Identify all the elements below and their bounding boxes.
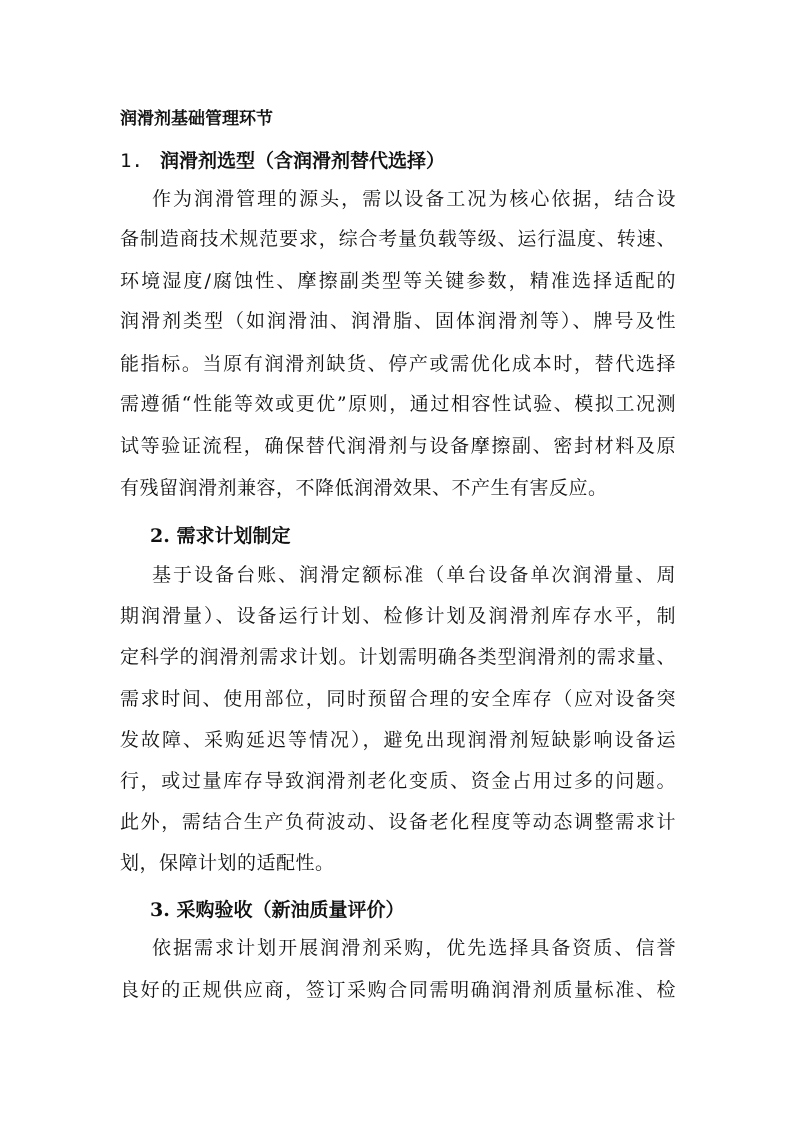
paragraph-line: 试等验证流程，确保替代润滑剂与设备摩擦副、密封材料及原 <box>120 435 676 457</box>
paragraph-line: 划，保障计划的适配性。 <box>120 852 335 874</box>
paragraph-line: 环境湿度/腐蚀性、摩擦副类型等关键参数，精准选择适配的 <box>120 270 676 292</box>
paragraph-line: 能指标。当原有润滑剂缺货、停产或需优化成本时，替代选择 <box>120 353 676 375</box>
paragraph-line: 需遵循“性能等效或更优”原则，通过相容性试验、模拟工况测 <box>120 393 676 415</box>
paragraph-line: 此外，需结合生产负荷波动、设备老化程度等动态调整需求计 <box>120 811 676 833</box>
paragraph-line: 需求时间、使用部位，同时预留合理的安全库存（应对设备突 <box>120 688 676 710</box>
section-3-heading-text: 采购验收（新油质量评价） <box>176 899 405 921</box>
paragraph-line: 有残留润滑剂兼容，不降低润滑效果、不产生有害反应。 <box>120 477 608 499</box>
section-2-heading-text: 需求计划制定 <box>176 525 291 547</box>
section-3-number: 3. <box>150 899 170 921</box>
paragraph-line: 依据需求计划开展润滑剂采购，优先选择具备资质、信誉 <box>152 937 676 959</box>
section-3-heading <box>150 895 404 922</box>
paragraph-line: 作为润滑管理的源头，需以设备工况为核心依据，结合设 <box>152 188 676 210</box>
section-2-number: 2. <box>150 525 170 547</box>
section-1-heading <box>120 146 445 173</box>
paragraph-line: 发故障、采购延迟等情况），避免出现润滑剂短缺影响设备运 <box>120 729 676 751</box>
paragraph-line: 良好的正规供应商，签订采购合同需明确润滑剂质量标准、检 <box>120 979 676 1001</box>
document-title: 润滑剂基础管理环节 <box>120 109 273 129</box>
paragraph-line: 期润滑量）、设备运行计划、检修计划及润滑剂库存水平，制 <box>120 605 676 627</box>
paragraph-line: 润滑剂类型（如润滑油、润滑脂、固体润滑剂等）、牌号及性 <box>120 310 676 332</box>
paragraph-line: 行，或过量库存导致润滑剂老化变质、资金占用过多的问题。 <box>120 770 676 792</box>
section-1-number: 1. <box>120 150 143 172</box>
paragraph-line: 基于设备台账、润滑定额标准（单台设备单次润滑量、周 <box>152 564 676 586</box>
section-1-heading-text: 润滑剂选型（含润滑剂替代选择） <box>160 150 446 172</box>
section-2-heading <box>150 521 290 548</box>
paragraph-line: 定科学的润滑剂需求计划。计划需明确各类型润滑剂的需求量、 <box>120 646 676 668</box>
paragraph-line: 备制造商技术规范要求，综合考量负载等级、运行温度、转速、 <box>120 228 676 250</box>
